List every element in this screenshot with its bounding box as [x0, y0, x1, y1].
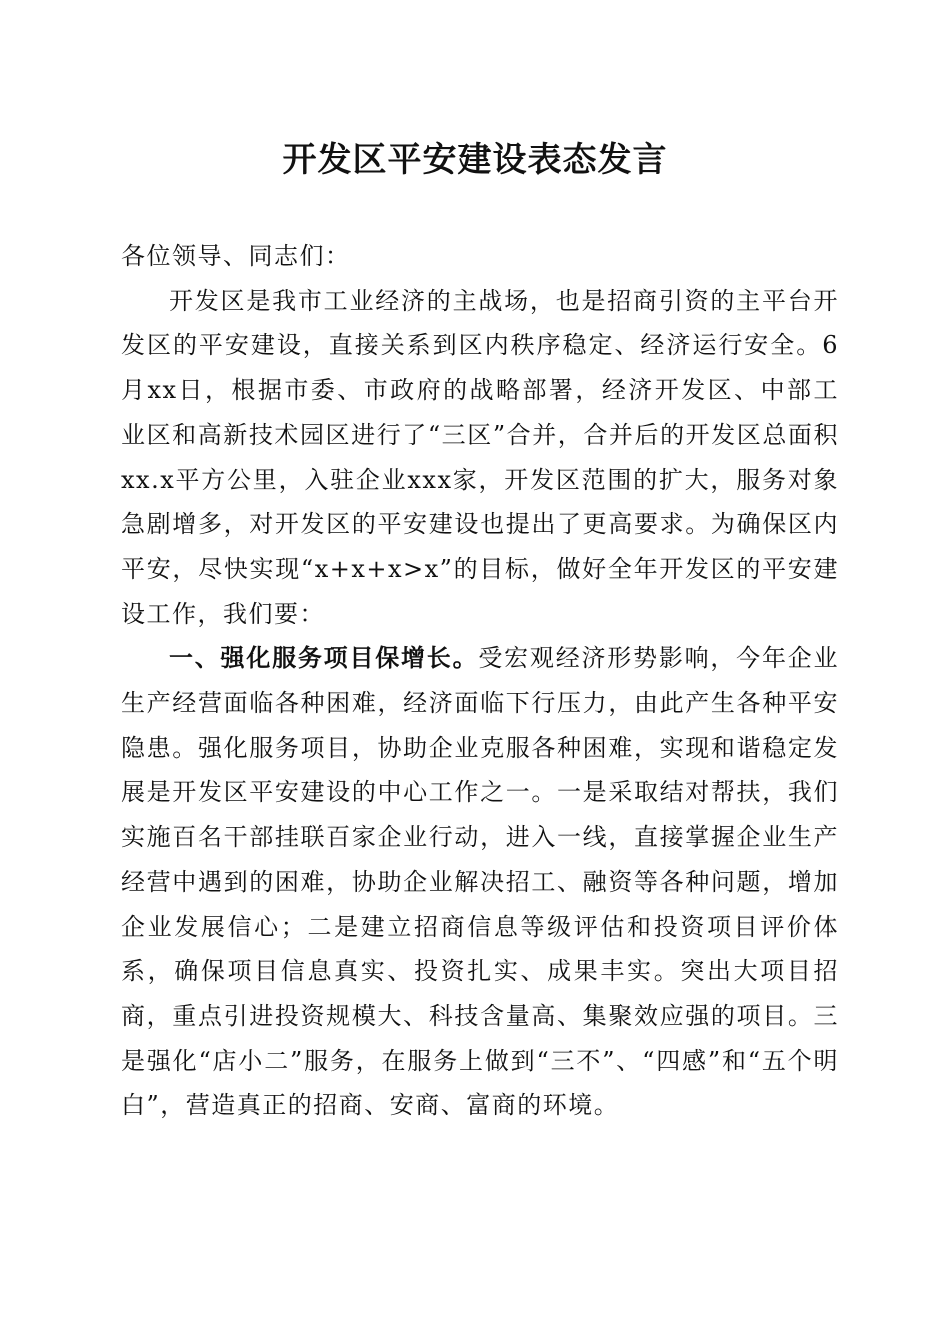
document-title: 开发区平安建设表态发言	[282, 140, 668, 180]
salutation: 各位领导、同志们：	[121, 242, 351, 270]
section-1-text: 受宏观经济形势影响，今年企业生产经营面临各种困难，经济面临下行压力，由此产生各种平安隐患。强化服务项目，协助企业克服各种困难，实现和谐稳定发展是开发区平安建设的中心工作之一。一是采取结对帮扶，我们实施百名干部挂联百家企业行动，进入一线，直接掌握企业生产经营中遇到的困难，协助企业解决招工、融资等各种问题，增加企业发展信心；二是建立招商信息等级评估和投资项目评价体系，确保项目信息真实、投资扎实、成果丰实。突出大项目招商，重点引进投资规模大、科技含量高、集聚效应强的项目。三是强化“店小二”服务，在服务上做到“三不”、“四感”和“五个明白”，营造真正的招商、安商、富商的环境。	[121, 644, 839, 1120]
section-1-paragraph	[121, 636, 839, 1128]
intro-paragraph: 开发区是我市工业经济的主战场，也是招商引资的主平台开发区的平安建设，直接关系到区内秩序稳定、经济运行安全。6月xx日，根据市委、市政府的战略部署，经济开发区、中部工业区和高新技术园区进行了“三区”合并，合并后的开发区总面积xx.x平方公里，入驻企业xxx家，开发区范围的扩大，服务对象急剧增多，对开发区的平安建设也提出了更高要求。为确保区内平安，尽快实现“x+x+x>x”的目标，做好全年开发区的平安建设工作，我们要：	[121, 286, 839, 628]
document-body	[121, 234, 839, 1128]
section-1-heading: 一、强化服务项目保增长。	[169, 644, 479, 673]
